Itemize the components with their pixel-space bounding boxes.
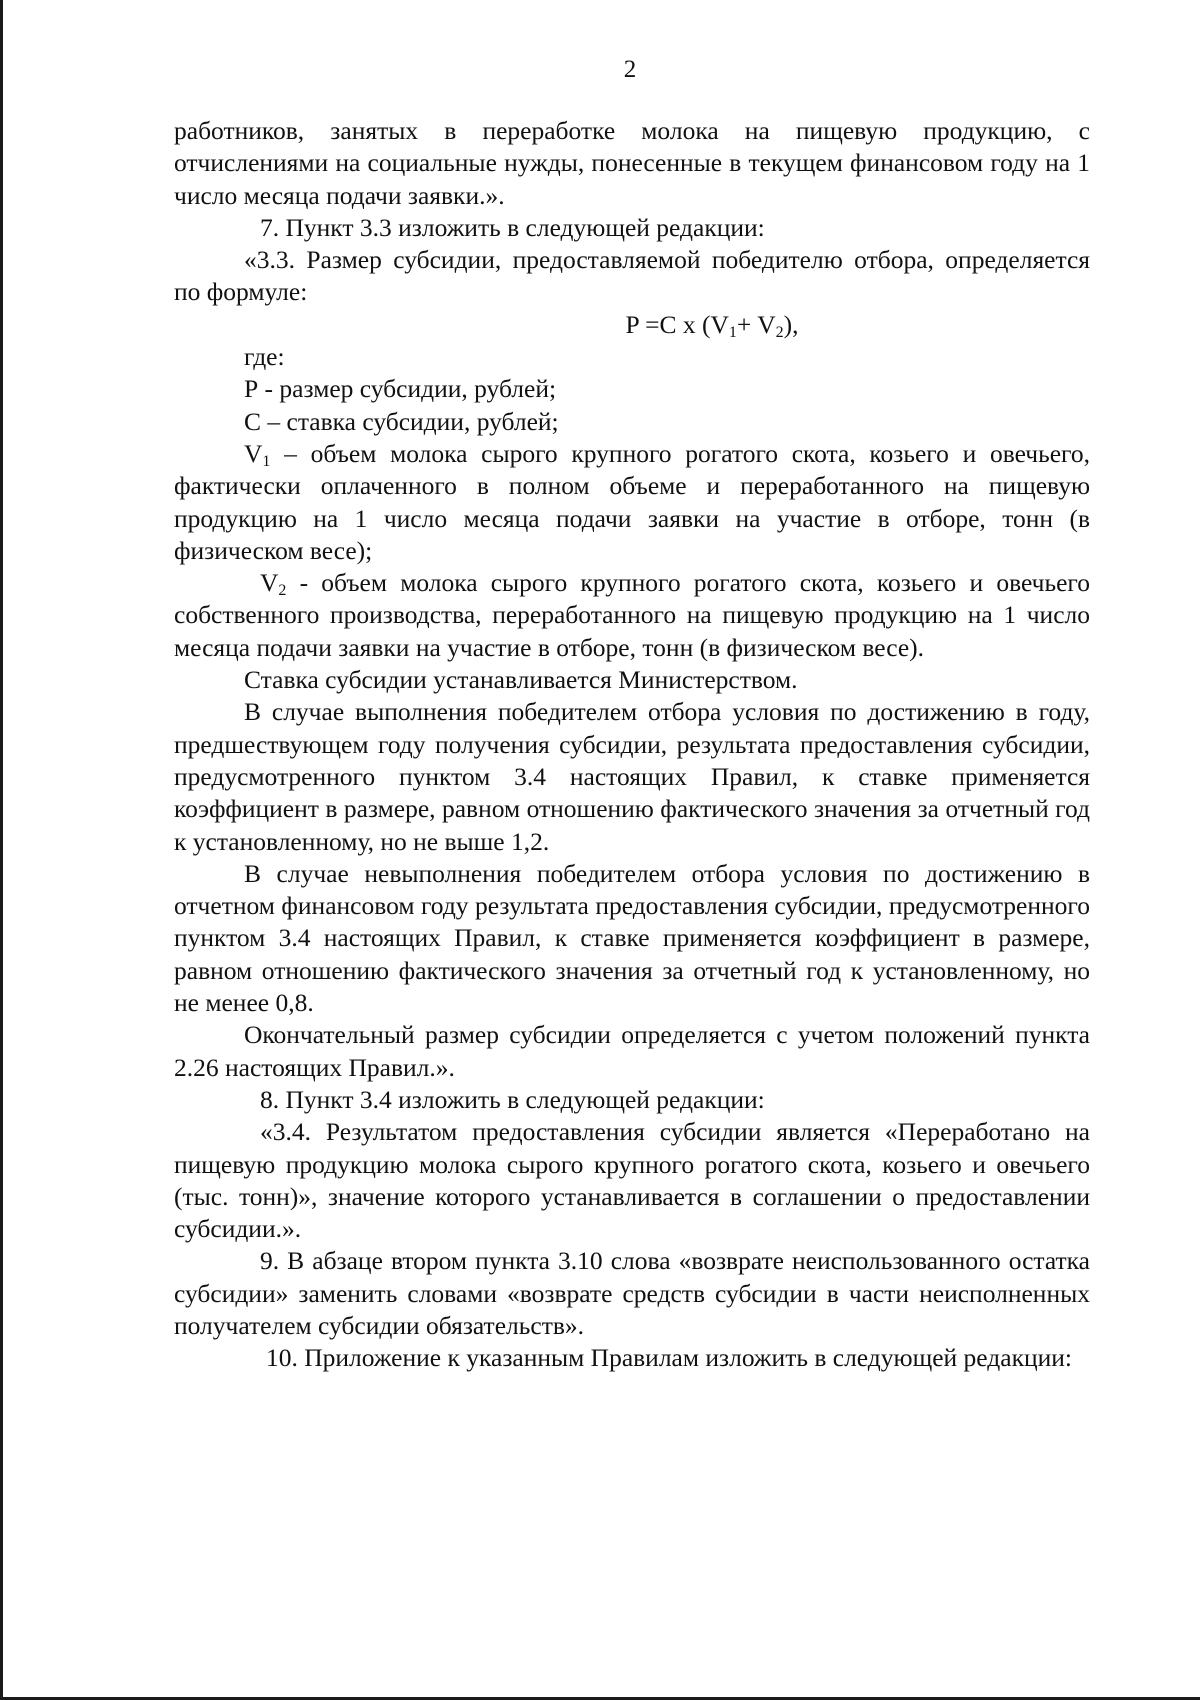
paragraph-coefficient-high: В случае выполнения победителем отбора условия по достижению в году, предшествующем году получения субсидии, результата предоставления субсидии, предусмотренного пунктом 3.4 настоящих Правил, к ставке применяется коэффициент в размере, равном отношению фактического значения за отчетный год к установленному, но не выше 1,2. xyxy=(174,697,1090,856)
paragraph-item-9: 9. В абзаце втором пункта 3.10 слова «возврате неиспользованного остатка субсидии» заменить словами «возврате средств субсидии в части неисполненных получателем субсидии обязательств». xyxy=(174,1246,1090,1340)
subsidy-formula: P =C x $(V_1+ V_2)$, xyxy=(625,309,799,341)
definition-p: Р - размер субсидии, рублей; xyxy=(244,374,557,404)
paragraph-item-10: 10. Приложение к указанным Правилам изложить в следующей редакции: xyxy=(266,1343,1072,1373)
paragraph-3-4: «3.4. Результатом предоставления субсидии является «Переработано на пищевую продукцию молока сырого крупного рогатого скота, козьего и овечьего (тыс. тонн)», значение которого устанавливается в соглашении о предоставлении субсидии.». xyxy=(174,1117,1090,1244)
paragraph-coefficient-low: В случае невыполнения победителем отбора условия по достижению в отчетном финансовом году результата предоставления субсидии, предусмотренного пунктом 3.4 настоящих Правил, к ставке применяется коэффициент в размере, равном отношению фактического значения за отчетный год к установленному, но не менее 0,8. xyxy=(174,858,1090,1018)
definition-c: С – ставка субсидии, рублей; xyxy=(244,406,559,436)
scan-border-left xyxy=(0,0,3,1700)
page-number: 2 xyxy=(623,56,637,83)
paragraph-item-7: 7. Пункт 3.3 изложить в следующей редакции: xyxy=(260,212,765,242)
document-body xyxy=(174,115,1090,1375)
paragraph-continued: работников, занятых в переработке молока на пищевую продукцию, с отчислениями на социальные нужды, понесенные в текущем финансовом году на 1 число месяца подачи заявки.». xyxy=(174,116,1090,210)
paragraph-item-8: 8. Пункт 3.4 изложить в следующей редакции: xyxy=(260,1084,765,1114)
paragraph-3-3-intro: «3.3. Размер субсидии, предоставляемой победителю отбора, определяется по формуле: xyxy=(174,245,1090,307)
paragraph-rate: Ставка субсидии устанавливается Министерством. xyxy=(244,665,798,695)
definition-v2: $V_2$ - объем молока сырого крупного рогатого скота, козьего и овечьего собственного производства, переработанного на пищевую продукцию на 1 число месяца подачи заявки на участие в отборе, тонн (в физическом весе). xyxy=(174,568,1090,662)
where-label: где: xyxy=(244,342,285,372)
definition-v1: $V_1$ – объем молока сырого крупного рогатого скота, козьего и овечьего, фактически оплаченного в полном объеме и переработанного на пищевую продукцию на 1 число месяца подачи заявки на участие в отборе, тонн (в физическом весе); xyxy=(174,438,1090,565)
paragraph-final-size: Окончательный размер субсидии определяется с учетом положений пункта 2.26 настоящих Правил.». xyxy=(174,1020,1090,1082)
